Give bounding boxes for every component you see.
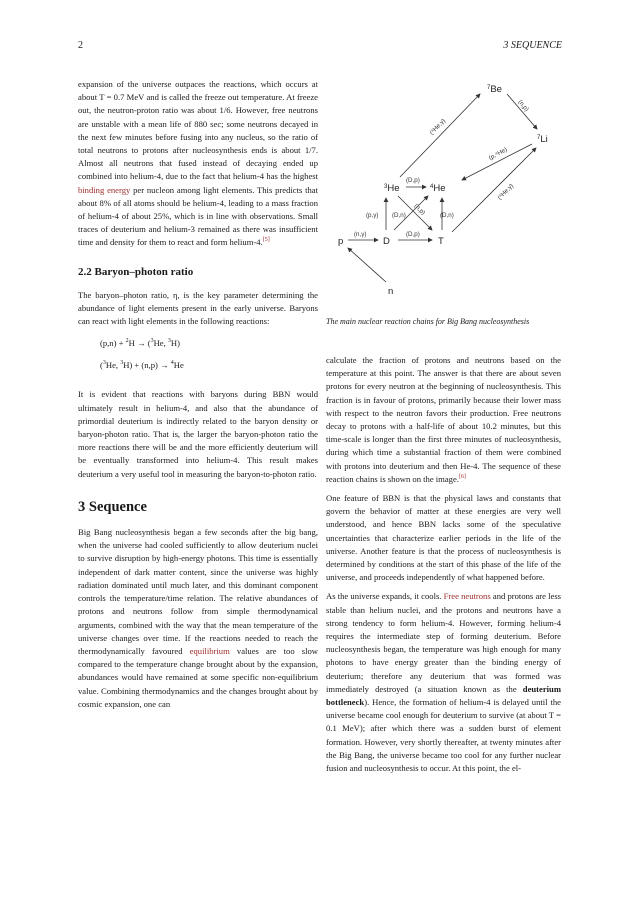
section-heading-2-2: 2.2 Baryon–photon ratio xyxy=(78,265,194,278)
eq-text: He, xyxy=(153,338,168,349)
section-heading-3: 3 Sequence xyxy=(78,498,147,515)
deuterium-bottleneck-term: deuterium bottleneck xyxy=(326,683,561,708)
eq-text: (p,n) + xyxy=(100,338,126,349)
text: expansion of the universe outpaces the reactions, which occurs at about T = 0.7 MeV and is called the freeze out temperature. At freeze out, the neutron-proton ratio was about 1/6. However, free neutrons are unstable with a mean life of 880 sec; some neutrons decayed in the next few minutes before fusing into any nucleus, so the ratio of total neutrons to protons after nucleosynthesis ends is about 1/7. Almost all neutrons that fused instead of decaying ended up combined into helium-4, due to the fact that helium-4 has the highest xyxy=(78,79,318,182)
node-he3: $^3$He xyxy=(384,183,400,194)
diagram-svg xyxy=(322,72,567,312)
left-column xyxy=(78,78,318,717)
label-p-d: (n,γ) xyxy=(354,231,367,238)
node-p: p xyxy=(338,236,344,247)
label-he3-be7: (⁴He,γ) xyxy=(428,117,447,137)
paragraph-freeze-out xyxy=(78,78,318,250)
paragraph-deuterium-tool: It is evident that reactions with baryons during BBN would ultimately result in helium-4, and also that the abundance of primordial deuterium is indirectly related to the baryon density or baryon-photon ratio. That is, the larger the baryon-photon ratio the more reactions there will be and the more efficiently deuterium will be eventually transformed into helium-4. This result makes deuterium a very useful tool in measuring the baryon-to-photon ratio. xyxy=(78,389,318,479)
paragraph-sequence xyxy=(78,526,318,711)
eq-text: H) xyxy=(170,338,180,349)
label-d-t: (D,p) xyxy=(406,231,420,238)
equation-1 xyxy=(100,334,318,352)
eq-text: H) + (n,p) → xyxy=(123,360,171,371)
label-t-he4: (D,n) xyxy=(440,212,454,219)
label-d-he3: (p,γ) xyxy=(366,212,379,219)
paragraph-cooling xyxy=(326,590,561,775)
eq-text: ( xyxy=(100,360,103,371)
node-be7: $^7$Be xyxy=(487,84,502,95)
text: As the universe expands, it cools. xyxy=(326,591,444,602)
equation-2 xyxy=(100,356,318,374)
paragraph-proton-fraction xyxy=(326,354,561,486)
equilibrium-link[interactable]: equilibrium xyxy=(189,645,230,656)
citation-5-link[interactable]: [5] xyxy=(262,237,270,244)
free-neutrons-link[interactable]: Free neutrons xyxy=(443,591,491,602)
eq-text: H → ( xyxy=(128,338,151,349)
running-header: 3 SEQUENCE xyxy=(503,40,562,51)
eq-text: He, xyxy=(105,360,121,371)
text: per nucleon among light elements. This predicts that about 8% of all atoms should be helium-4, leading to a mass fraction of helium-4 of about 25%, which is in line with observations. Small traces of deuterium and helium-3 remained as there was insufficient time and density for them to react and form helium-4. xyxy=(78,184,318,248)
binding-energy-link[interactable]: binding energy xyxy=(78,184,131,195)
paragraph-baryon-photon: The baryon–photon ratio, η, is the key parameter determining the abundance of light elements present in the early universe. Baryons can react with light elements in the following reactions: xyxy=(78,289,318,327)
eq-sup: 3 xyxy=(102,360,106,367)
eq-sup: 2 xyxy=(125,338,129,345)
label-t-li7: (⁴He,γ) xyxy=(496,182,515,202)
edge-t-li7 xyxy=(452,148,536,232)
eq-sup: 3 xyxy=(150,338,154,345)
text: Big Bang nucleosynthesis began a few seconds after the big bang, when the universe had cooled sufficiently to allow deuterium nuclei to survive disruption by high-energy photons. This time is essentially independent of dark matter content, since the universe was highly radiation dominated until much later, and this dominant component controls the temperature/time relation. The relative abundances of protons and neutrons follow from simple thermodynamical arguments, combined with the way that the mean temperature of the universe changes over time. If the reactions needed to reach the thermodynamically favoured xyxy=(78,527,318,656)
edge-he3-be7 xyxy=(400,94,480,177)
node-d: D xyxy=(383,236,390,247)
eq-text: He xyxy=(173,360,184,371)
page-number: 2 xyxy=(78,40,83,51)
eq-sup: 3 xyxy=(167,338,171,345)
label-d-he4: (D,n) xyxy=(392,212,406,219)
node-li7: $^7$Li xyxy=(537,134,548,145)
figure-caption: The main nuclear reaction chains for Big Bang nucleosynthesis xyxy=(326,317,530,326)
label-be7-li7: (n,p) xyxy=(516,98,531,114)
text: ). Hence, the formation of helium-4 is delayed until the universe became cool enough for deuterium to survive (at about T = 0.1 MeV); after which there was a sudden burst of element formation. However, very shortly thereafter, at twenty minutes after the Big Bang, the universe became too cool for any further nuclear fusion and nucleosynthesis to occur. At this point, the el- xyxy=(326,697,561,774)
node-he4: $^4$He xyxy=(430,183,446,194)
label-he3-t: (n,p) xyxy=(412,202,427,217)
text: and protons are less stable than helium nuclei, and the protons and neutrons have a strong tendency to form helium-4. However, forming helium-4 requires the intermediate step of forming deuterium. Before nucleosynthesis began, the temperature was high enough for many photons to have energy greater than the binding energy of deuterium; therefore any deuterium that was formed was immediately destroyed (a situation known as the xyxy=(326,591,562,694)
label-he3-he4: (D,p) xyxy=(406,177,420,184)
text: values are too slow compared to the temperature change brought about by the expansion, abundances would have remained at some specific non-equilibrium value. Combining thermodynamics and the changes brought about by cosmic expansion, one can xyxy=(78,645,318,709)
eq-sup: 3 xyxy=(120,360,124,367)
edge-n-d xyxy=(348,248,386,282)
right-column xyxy=(326,354,561,781)
citation-6-link[interactable]: [6] xyxy=(458,473,466,480)
paragraph-bbn-feature: One feature of BBN is that the physical laws and constants that govern the behavior of matter at these energies are very well understood, and hence BBN lacks some of the speculative uncertainties that characterize earlier periods in the life of the universe. Another feature is that the process of nucleosynthesis is determined by conditions at the start of this phase of the life of the universe, and proceeds independently of what happened before. xyxy=(326,493,561,583)
node-t: T xyxy=(438,236,444,247)
label-li7-he4: (p,⁴He) xyxy=(487,146,509,162)
reaction-chain-diagram xyxy=(322,72,567,312)
text: calculate the fraction of protons and neutrons based on the temperature at this point. The answer is that there are about seven protons for every neutron at the beginning of nucleosynthesis. This fraction is in favour of protons, primarily because their lower mass with respect to the neutron favors their production. Free neutrons decay to protons with a half-life of about 10.2 minutes, but this time-scale is longer than the first three minutes of nucleosynthesis, during which time a substantial fraction of them were combined with protons into deuterium and then He-4. The sequence of these reaction chains is shown on the image. xyxy=(326,355,561,484)
node-n: n xyxy=(388,286,394,297)
eq-sup: 4 xyxy=(170,360,174,367)
